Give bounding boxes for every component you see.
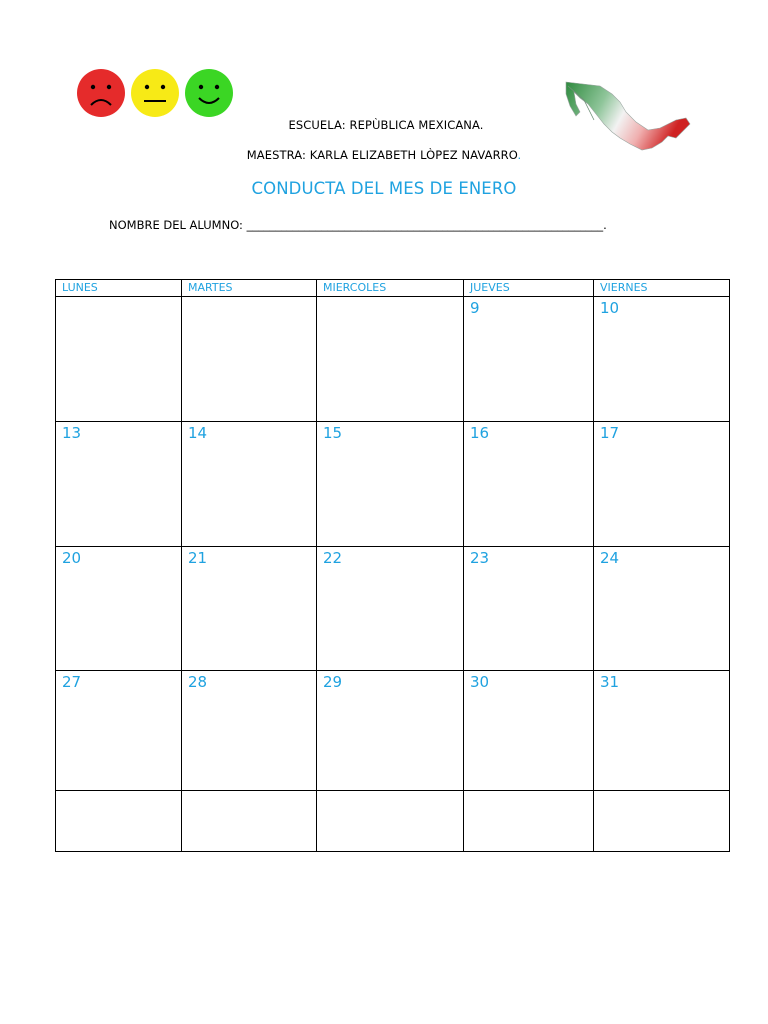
behavior-faces (76, 68, 238, 120)
weekday-header: JUEVES (464, 280, 594, 297)
day-cell: 14 (182, 422, 317, 547)
day-cell (56, 791, 182, 852)
conduct-calendar (55, 279, 730, 852)
week-row (56, 297, 730, 422)
school-name: ESCUELA: REPÙBLICA MEXICANA. (288, 118, 484, 132)
day-cell (317, 791, 464, 852)
day-cell (182, 791, 317, 852)
day-cell (317, 297, 464, 422)
day-cell: 29 (317, 671, 464, 791)
day-cell: 16 (464, 422, 594, 547)
day-cell: 13 (56, 422, 182, 547)
student-name-line: NOMBRE DEL ALUMNO: ______________________________________________________________. (109, 218, 607, 232)
day-cell: 27 (56, 671, 182, 791)
day-cell: 20 (56, 547, 182, 671)
sad-face-icon (76, 68, 126, 118)
day-cell: 21 (182, 547, 317, 671)
week-row (56, 422, 730, 547)
day-cell (56, 297, 182, 422)
day-cell: 9 (464, 297, 594, 422)
day-cell: 17 (594, 422, 730, 547)
day-cell: 15 (317, 422, 464, 547)
day-cell (182, 297, 317, 422)
day-cell: 30 (464, 671, 594, 791)
weekday-header: MIERCOLES (317, 280, 464, 297)
weekday-header: VIERNES (594, 280, 730, 297)
day-cell (594, 791, 730, 852)
day-cell: 22 (317, 547, 464, 671)
weekday-header: MARTES (182, 280, 317, 297)
day-cell: 28 (182, 671, 317, 791)
day-cell: 23 (464, 547, 594, 671)
day-cell: 10 (594, 297, 730, 422)
week-row (56, 547, 730, 671)
day-cell: 24 (594, 547, 730, 671)
mexico-flag-map-icon (560, 78, 696, 154)
happy-face-icon (184, 68, 234, 118)
neutral-face-icon (130, 68, 180, 118)
week-row (56, 671, 730, 791)
week-row (56, 791, 730, 852)
day-cell: 31 (594, 671, 730, 791)
day-cell (464, 791, 594, 852)
page-title: CONDUCTA DEL MES DE ENERO (251, 179, 517, 198)
teacher-name: MAESTRA: KARLA ELIZABETH LÒPEZ NAVARRO. (246, 148, 522, 162)
weekday-header-row (56, 280, 730, 297)
weekday-header: LUNES (56, 280, 182, 297)
